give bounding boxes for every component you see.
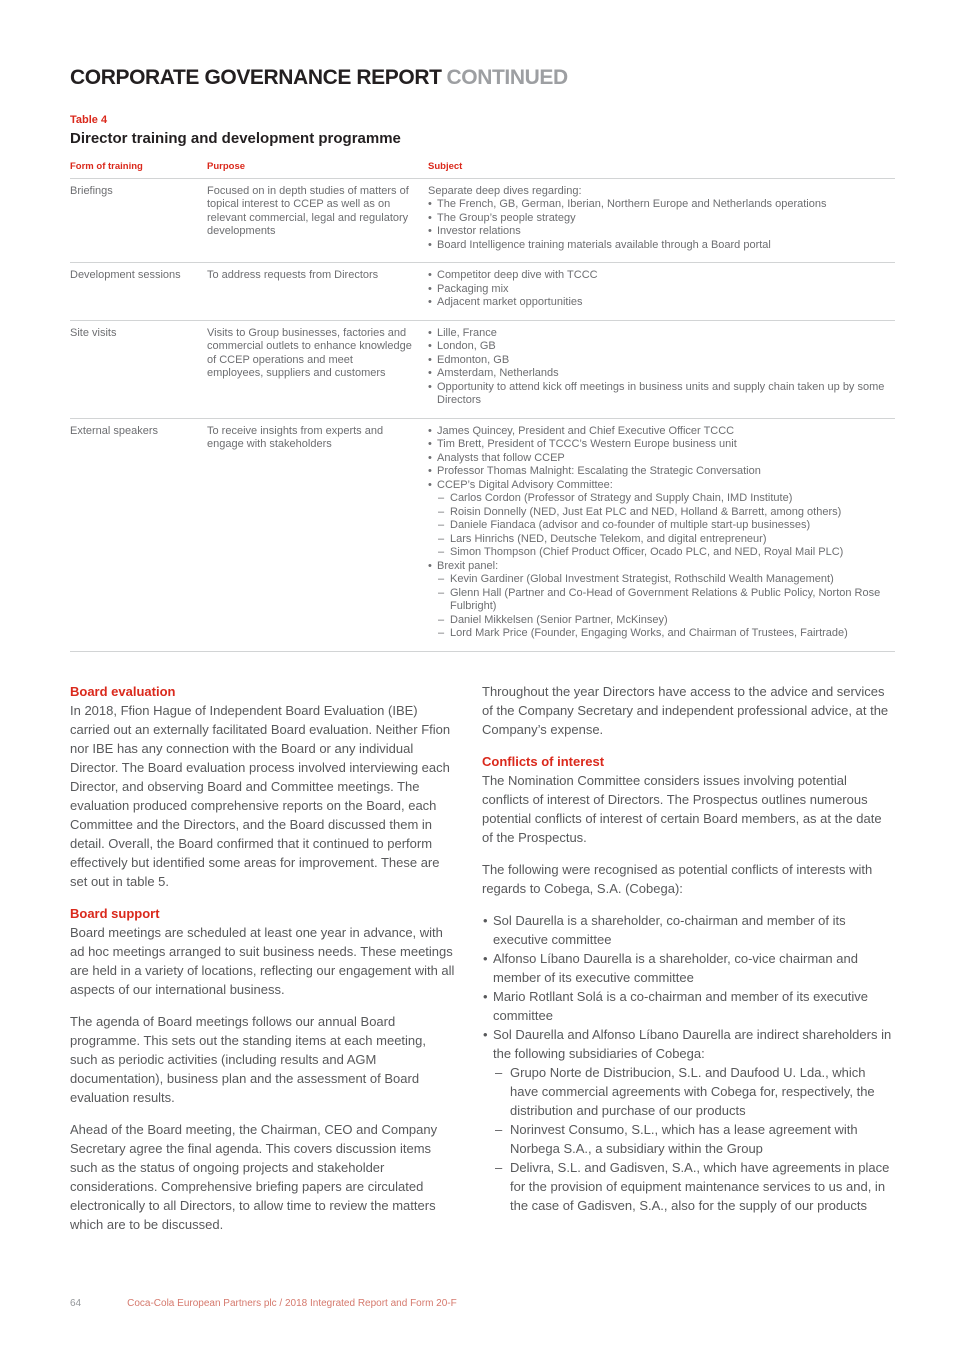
- table-row-briefings: [70, 178, 895, 263]
- col-header-subject: Subject: [428, 160, 895, 178]
- subject-list: [428, 425, 895, 641]
- conflicts-list-item: • Sol Daurella and Alfonso Líbano Daurella are indirect shareholders in the following subsidiaries of Cobega:: [482, 1025, 895, 1063]
- subject-line: • Professor Thomas Malnight: Escalating the Strategic Conversation: [428, 465, 895, 479]
- subject-line: • The French, GB, German, Iberian, Northern Europe and Netherlands operations: [428, 198, 895, 212]
- cell-subject: [428, 178, 895, 263]
- subject-line: • Analysts that follow CCEP: [428, 452, 895, 466]
- paragraph-conflicts-1: The Nomination Committee considers issues involving potential conflicts of interest of Directors. The Prospectus outlines numerous potential conflicts of interest of certain Board members, as at the date of the Prospectus.: [482, 772, 882, 845]
- subject-line: • CCEP’s Digital Advisory Committee:: [428, 479, 895, 493]
- conflicts-list-item: • Mario Rotllant Solá is a co-chairman and member of its executive committee: [482, 987, 895, 1025]
- subject-list: [428, 185, 895, 253]
- table-row-site-visits: [70, 320, 895, 418]
- footer-report-title: Coca-Cola European Partners plc / 2018 Integrated Report and Form 20-F: [127, 1298, 457, 1309]
- conflicts-list-item: • Alfonso Líbano Daurella is a shareholder, co-vice chairman and member of its executive committee: [482, 949, 895, 987]
- table-header-row: [70, 160, 895, 178]
- subject-line: – Daniele Fiandaca (advisor and co-founder of multiple start-up businesses): [428, 519, 895, 533]
- subject-line: • Board Intelligence training materials available through a Board portal: [428, 239, 895, 253]
- cell-subject: [428, 418, 895, 651]
- cell-subject: [428, 320, 895, 418]
- col-header-purpose: Purpose: [207, 160, 428, 178]
- subject-line: • Investor relations: [428, 225, 895, 239]
- table-row-development-sessions: [70, 263, 895, 321]
- paragraph-conflicts-2: The following were recognised as potential conflicts of interests with regards to Cobega, S.A. (Cobega):: [482, 861, 873, 896]
- subject-line: • Tim Brett, President of TCCC’s Western Europe business unit: [428, 438, 895, 452]
- subject-line: • Competitor deep dive with TCCC: [428, 269, 895, 283]
- heading-board-support: Board support: [70, 905, 160, 921]
- page-title-main: CORPORATE GOVERNANCE REPORT: [70, 66, 442, 89]
- subject-list: [428, 327, 895, 408]
- heading-board-evaluation: Board evaluation: [70, 683, 176, 699]
- page-title-continued: CONTINUED: [446, 66, 568, 89]
- table-label: Table 4: [70, 114, 108, 126]
- left-column: [70, 682, 455, 1247]
- subject-line: – Daniel Mikkelsen (Senior Partner, McKinsey): [428, 614, 895, 628]
- subject-line: • Brexit panel:: [428, 560, 895, 574]
- subject-line: • London, GB: [428, 340, 895, 354]
- subject-line: • James Quincey, President and Chief Executive Officer TCCC: [428, 425, 895, 439]
- cell-form-of-training: Development sessions: [70, 263, 207, 321]
- subject-line: Separate deep dives regarding:: [428, 184, 582, 197]
- cell-purpose: Visits to Group businesses, factories and commercial outlets to enhance knowledge of CCEP operations and meet employees, suppliers and customers: [207, 320, 428, 418]
- paragraph-company-secretary-access: Throughout the year Directors have access to the advice and services of the Company Secretary and independent professional advice, at the Company’s expense.: [482, 683, 889, 737]
- conflicts-list-item: – Norinvest Consumo, S.L., which has a lease agreement with Norbega S.A., a subsidiary within the Group: [482, 1120, 895, 1158]
- subject-line: – Lord Mark Price (Founder, Engaging Works, and Chairman of Trustees, Fairtrade): [428, 627, 895, 641]
- subject-line: • Packaging mix: [428, 283, 895, 297]
- table-title: Director training and development programme: [70, 130, 401, 147]
- cell-purpose: To receive insights from experts and engage with stakeholders: [207, 418, 428, 651]
- cell-purpose: Focused on in depth studies of matters of topical interest to CCEP as well as on relevant commercial, legal and regulatory developments: [207, 178, 428, 263]
- subject-line: • Opportunity to attend kick off meetings in business units and supply chain taken up by some Directors: [428, 381, 895, 408]
- training-table: [70, 160, 895, 652]
- page-title: [70, 66, 895, 90]
- subject-line: • Edmonton, GB: [428, 354, 895, 368]
- right-column: [482, 682, 895, 1247]
- cell-form-of-training: Site visits: [70, 320, 207, 418]
- subject-line: – Roisin Donnelly (NED, Just Eat PLC and NED, Holland & Barrett, among others): [428, 506, 895, 520]
- subject-list: [428, 269, 895, 310]
- heading-conflicts-of-interest: Conflicts of interest: [482, 753, 605, 769]
- report-header: [70, 66, 895, 90]
- page-number: 64: [70, 1298, 82, 1309]
- cell-subject: [428, 263, 895, 321]
- cell-purpose: To address requests from Directors: [207, 263, 428, 321]
- subject-line: – Lars Hinrichs (NED, Deutsche Telekom, and digital entrepreneur): [428, 533, 895, 547]
- cell-form-of-training: External speakers: [70, 418, 207, 651]
- subject-line: • Amsterdam, Netherlands: [428, 367, 895, 381]
- table-row-external-speakers: [70, 418, 895, 651]
- subject-line: • Adjacent market opportunities: [428, 296, 895, 310]
- body-columns: [70, 682, 895, 1247]
- cell-form-of-training: Briefings: [70, 178, 207, 263]
- paragraph-board-support-2: The agenda of Board meetings follows our annual Board programme. This sets out the standing items at each meeting, such as periodic activities (including results and AGM documentation), business plan and the assessment of Board evaluation results.: [70, 1013, 426, 1105]
- subject-line: – Glenn Hall (Partner and Co-Head of Government Relations & Public Policy, Norton Rose Fulbright): [428, 587, 895, 614]
- page-footer: [70, 1298, 895, 1309]
- subject-line: – Kevin Gardiner (Global Investment Strategist, Rothschild Wealth Management): [428, 573, 895, 587]
- subject-line: • The Group’s people strategy: [428, 212, 895, 226]
- conflicts-list-item: – Grupo Norte de Distribucion, S.L. and Daufood U. Lda., which have commercial agreements with Cobega for, respectively, the distribution and purchase of our products: [482, 1063, 895, 1120]
- subject-line: • Lille, France: [428, 327, 895, 341]
- conflicts-list-item: – Delivra, S.L. and Gadisven, S.A., which have agreements in place for the provision of equipment maintenance services to us and, in the case of Gadisven, S.A., also for the supply of our products: [482, 1158, 895, 1215]
- paragraph-board-evaluation: In 2018, Ffion Hague of Independent Board Evaluation (IBE) carried out an externally facilitated Board evaluation. Neither Ffion nor IBE has any connection with the Board or any individual Director. The Board evaluation process involved interviewing each Director, and observing Board and Committee meetings. The evaluation produced comprehensive reports on the Board, each Committee and the Directors, and the Board discussed them in detail. Overall, the Board confirmed that it continued to perform effectively but identified some areas for improvement. These are set out in table 5.: [70, 702, 451, 889]
- subject-line: – Simon Thompson (Chief Product Officer, Ocado PLC, and NED, Royal Mail PLC): [428, 546, 895, 560]
- col-header-form-of-training: Form of training: [70, 160, 207, 178]
- paragraph-board-support-1: Board meetings are scheduled at least one year in advance, with ad hoc meetings arranged to suit business needs. These meetings are held in a variety of locations, reflecting our engagement with all aspects of our international business.: [70, 924, 455, 997]
- subject-line: – Carlos Cordon (Professor of Strategy and Supply Chain, IMD Institute): [428, 492, 895, 506]
- conflicts-list: [482, 911, 895, 1215]
- conflicts-list-item: • Sol Daurella is a shareholder, co-chairman and member of its executive committee: [482, 911, 895, 949]
- paragraph-board-support-3: Ahead of the Board meeting, the Chairman, CEO and Company Secretary agree the final agenda. This covers discussion items such as the status of ongoing projects and stakeholder considerations. Comprehensive briefing papers are circulated electronically to all Directors, to allow time to review the matters which are to be discussed.: [70, 1121, 438, 1232]
